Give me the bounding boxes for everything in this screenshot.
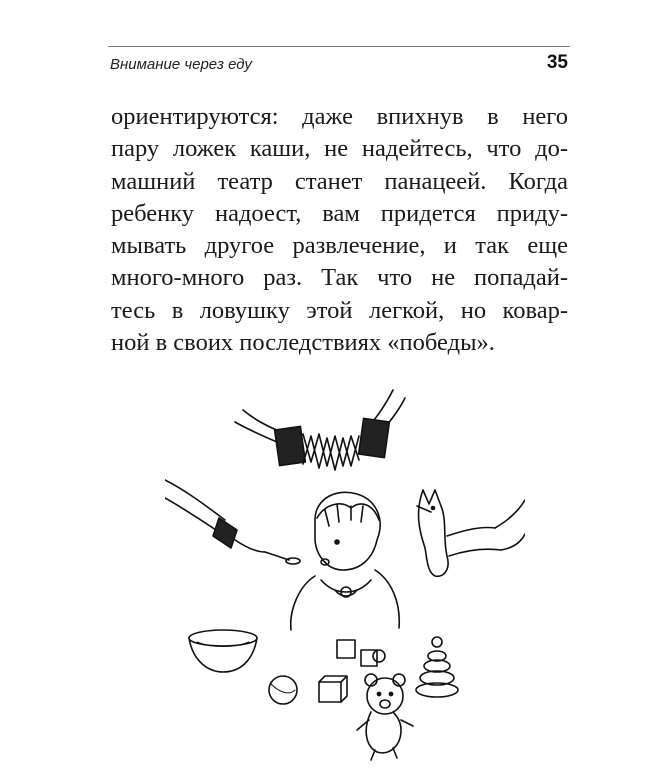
text-line: много-много раз. Так что не попадай- [111, 264, 568, 292]
accordion-icon [235, 390, 405, 470]
text-line: машний театр станет панацеей. Когда [111, 167, 568, 195]
spoon-icon [165, 480, 300, 564]
teddy-bear-icon [357, 674, 413, 760]
running-title: Внимание через еду [110, 56, 252, 73]
text-line: мывать другое развлечение, и так еще [111, 232, 568, 260]
page-number: 35 [546, 52, 568, 73]
body-text [111, 101, 568, 359]
text-line: пару ложек каши, не надейтесь, что до- [111, 135, 568, 163]
text-line: тесь в ловушку этой легкой, но ковар- [111, 296, 568, 324]
ring-stacker-icon [416, 637, 458, 697]
ball-icon [269, 676, 297, 704]
text-line: ной в своих последствиях «победы». [111, 329, 495, 357]
illustration-child-feeding [165, 380, 525, 762]
bowl-icon [189, 630, 257, 672]
text-line: ориентируются: даже впихнув в него [111, 103, 568, 130]
text-line: ребенку надоест, вам придется приду- [111, 199, 568, 227]
toy-block-icon [319, 640, 385, 702]
child-icon [291, 492, 400, 630]
page-header [108, 46, 570, 81]
fox-puppet-icon [417, 490, 525, 576]
